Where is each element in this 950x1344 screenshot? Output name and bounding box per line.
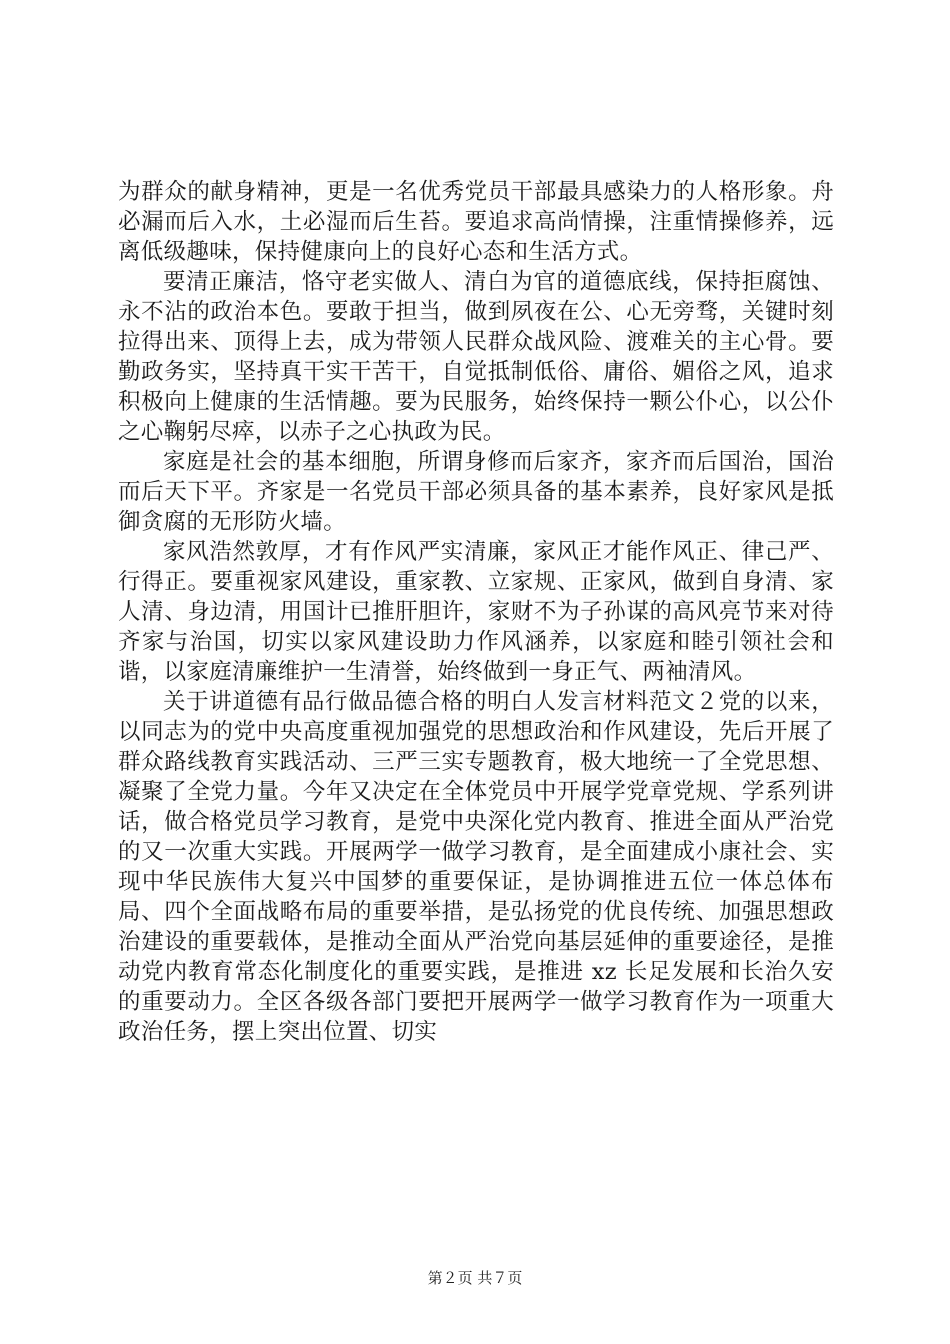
- paragraph-family: 家庭是社会的基本细胞，所谓身修而后家齐，家齐而后国治，国治而后天下平。齐家是一名党员干部必须具备的基本素养，良好家风是抵御贪腐的无形防火墙。: [118, 449, 834, 535]
- page-number-footer: 第２页 共７页: [427, 1269, 523, 1287]
- document-body: [118, 177, 834, 1047]
- paragraph-continuation: 为群众的献身精神，更是一名优秀党员干部最具感染力的人格形象。舟必漏而后入水，土必湿而后生苔。要追求高尚情操，注重情操修养，远离低级趣味，保持健康向上的良好心态和生活方式。: [118, 179, 834, 265]
- paragraph-integrity: 要清正廉洁，恪守老实做人、清白为官的道德底线，保持拒腐蚀、永不沾的政治本色。要敢于担当，做到夙夜在公、心无旁骛，关键时刻拉得出来、顶得上去，成为带领人民群众战风险、渡难关的主心骨。要勤政务实，坚持真干实干苦干，自觉抵制低俗、庸俗、媚俗之风，追求积极向上健康的生活情趣。要为民服务，始终保持一颗公仆心，以公仆之心鞠躬尽瘁，以赤子之心执政为民。: [118, 269, 834, 445]
- paragraph-speech-material: 关于讲道德有品行做品德合格的明白人发言材料范文２党的以来，以同志为的党中央高度重视加强党的思想政治和作风建设，先后开展了群众路线教育实践活动、三严三实专题教育，极大地统一了全党思想、凝聚了全党力量。今年又决定在全体党员中开展学党章党规、学系列讲话，做合格党员学习教育，是党中央深化党内教育、推进全面从严治党的又一次重大实践。开展两学一做学习教育，是全面建成小康社会、实现中华民族伟大复兴中国梦的重要保证，是协调推进五位一体总体布局、四个全面战略布局的重要举措，是弘扬党的优良传统、加强思想政治建设的重要载体，是推动全面从严治党向基层延伸的重要途径，是推动党内教育常态化制度化的重要实践，是推进 xz 长足发展和长治久安的重要动力。全区各级各部门要把开展两学一做学习教育作为一项重大政治任务，摆上突出位置、切实: [118, 689, 834, 1045]
- paragraph-family-style: 家风浩然敦厚，才有作风严实清廉，家风正才能作风正、律己严、行得正。要重视家风建设，重家教、立家规、正家风，做到自身清、家人清、身边清，用国计已推肝胆许，家财不为子孙谋的高风亮节来对待齐家与治国，切实以家风建设助力作风涵养，以家庭和睦引领社会和谐，以家庭清廉维护一生清誉，始终做到一身正气、两袖清风。: [118, 539, 834, 685]
